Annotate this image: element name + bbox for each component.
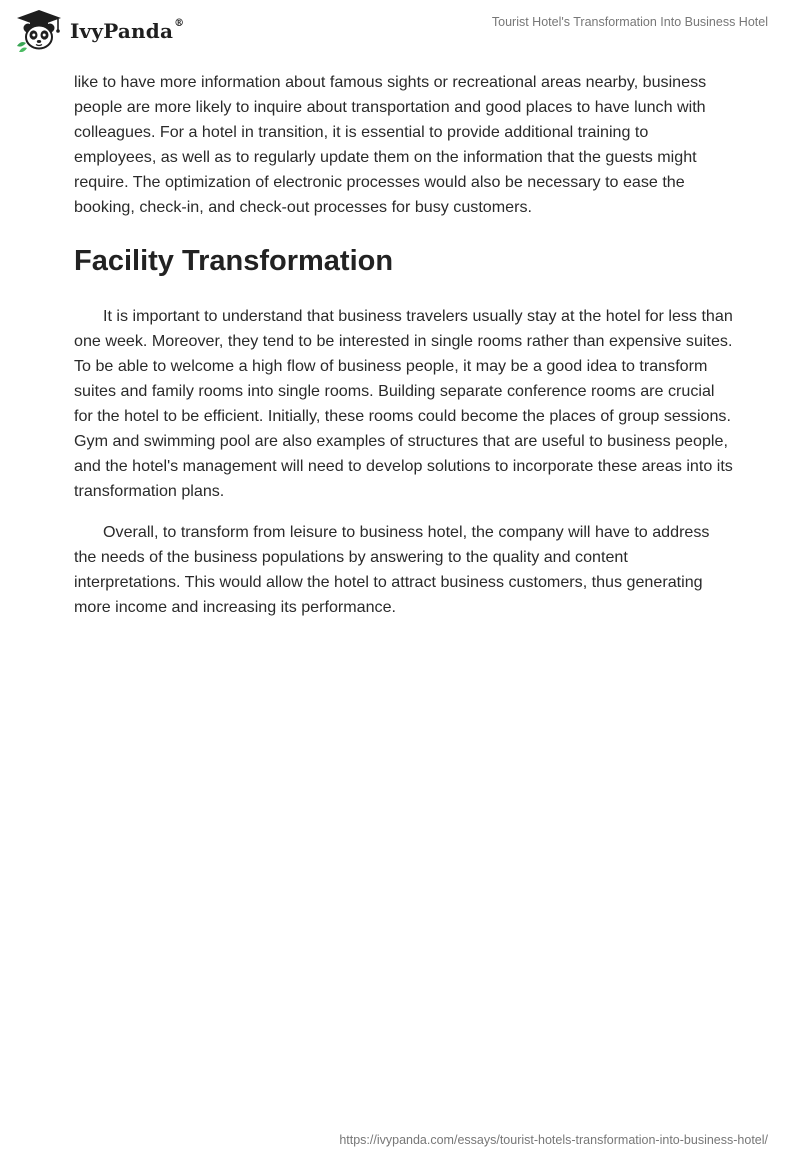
panda-graduate-icon: [14, 8, 64, 52]
intro-paragraph: like to have more information about famous sights or recreational areas nearby, business people are more likely to inquire about transportation and good places to have lunch with colleagues. For a hotel in transition, it is essential to provide additional training to employees, as well as to regularly update them on the information that the guests might require. The optimization of electronic processes would also be necessary to ease the booking, check-in, and check-out processes for busy customers.: [74, 73, 707, 216]
ivypanda-logo[interactable]: [14, 8, 184, 52]
paragraph-facility-1: It is important to understand that business travelers usually stay at the hotel for less than one week. Moreover, they tend to be interested in single rooms rather than expensive suites. To be able to welcome a high flow of business people, it may be a good idea to transform suites and family rooms into single rooms. Building separate conference rooms are crucial for the hotel to be efficient. Initially, these rooms could become the places of group sessions. Gym and swimming pool are also examples of structures that are useful to business people, and the hotel's management will need to develop solutions to incorporate these areas into its transformation plans.: [74, 307, 733, 500]
brand-name: IvyPanda®: [70, 18, 185, 43]
registered-mark: ®: [174, 18, 185, 30]
section-heading: Facility Transformation: [74, 245, 394, 277]
source-url-link[interactable]: https://ivypanda.com/essays/tourist-hotels-transformation-into-business-hotel/: [339, 1133, 768, 1147]
document-title: Tourist Hotel's Transformation Into Business Hotel: [491, 15, 768, 29]
paragraph-facility-2: Overall, to transform from leisure to business hotel, the company will have to address the needs of the business populations by answering to the quality and content interpretations. This would allow the hotel to attract business customers, thus generating more income and increasing its performance.: [74, 523, 710, 616]
page-header: [0, 0, 800, 66]
essay-content: [74, 70, 734, 620]
